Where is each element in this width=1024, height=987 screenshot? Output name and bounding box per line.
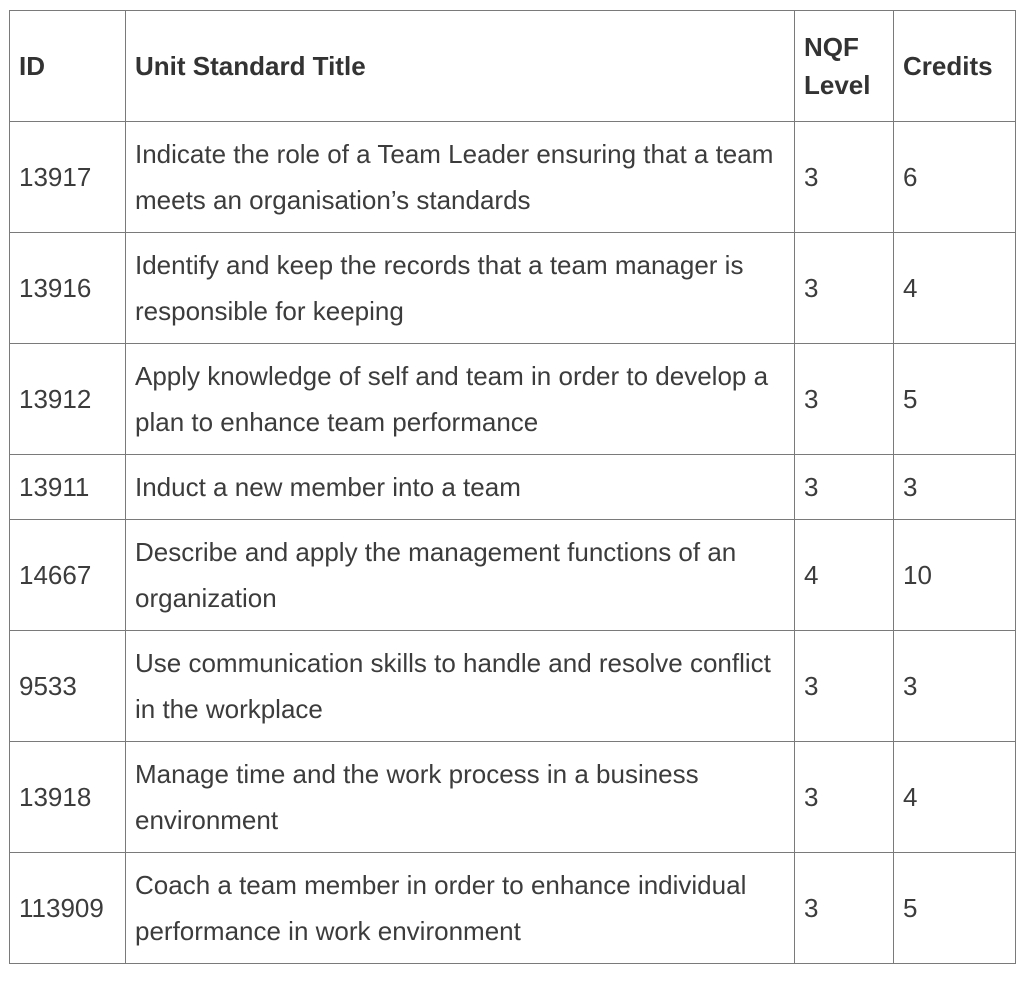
header-credits: Credits	[894, 11, 1016, 122]
table-row	[10, 853, 1016, 964]
cell-title: Manage time and the work process in a business environment	[126, 742, 795, 853]
table-row	[10, 122, 1016, 233]
cell-title: Identify and keep the records that a team manager is responsible for keeping	[126, 233, 795, 344]
cell-id: 13911	[10, 455, 126, 520]
cell-id: 13916	[10, 233, 126, 344]
cell-title: Apply knowledge of self and team in order to develop a plan to enhance team performance	[126, 344, 795, 455]
cell-credits: 4	[894, 742, 1016, 853]
cell-title: Use communication skills to handle and resolve conflict in the workplace	[126, 631, 795, 742]
cell-credits: 3	[894, 631, 1016, 742]
cell-nqf-level: 3	[795, 455, 894, 520]
header-unit-standard-title: Unit Standard Title	[126, 11, 795, 122]
cell-credits: 10	[894, 520, 1016, 631]
cell-credits: 5	[894, 344, 1016, 455]
table-row	[10, 631, 1016, 742]
unit-standards-table	[9, 10, 1016, 964]
cell-title: Describe and apply the management functions of an organization	[126, 520, 795, 631]
cell-credits: 4	[894, 233, 1016, 344]
cell-id: 13918	[10, 742, 126, 853]
table-row	[10, 742, 1016, 853]
cell-credits: 5	[894, 853, 1016, 964]
cell-nqf-level: 3	[795, 233, 894, 344]
cell-id: 113909	[10, 853, 126, 964]
cell-id: 13917	[10, 122, 126, 233]
cell-id: 9533	[10, 631, 126, 742]
unit-standards-table-container	[9, 10, 1016, 964]
table-row	[10, 233, 1016, 344]
table-row	[10, 520, 1016, 631]
cell-nqf-level: 3	[795, 742, 894, 853]
cell-credits: 3	[894, 455, 1016, 520]
table-header-row	[10, 11, 1016, 122]
cell-nqf-level: 4	[795, 520, 894, 631]
cell-id: 14667	[10, 520, 126, 631]
cell-nqf-level: 3	[795, 631, 894, 742]
cell-id: 13912	[10, 344, 126, 455]
cell-nqf-level: 3	[795, 344, 894, 455]
table-row	[10, 455, 1016, 520]
cell-title: Coach a team member in order to enhance individual performance in work environment	[126, 853, 795, 964]
header-nqf-level: NQF Level	[795, 11, 894, 122]
cell-nqf-level: 3	[795, 853, 894, 964]
cell-title: Induct a new member into a team	[126, 455, 795, 520]
cell-credits: 6	[894, 122, 1016, 233]
header-id: ID	[10, 11, 126, 122]
cell-title: Indicate the role of a Team Leader ensuring that a team meets an organisation’s standards	[126, 122, 795, 233]
cell-nqf-level: 3	[795, 122, 894, 233]
table-row	[10, 344, 1016, 455]
